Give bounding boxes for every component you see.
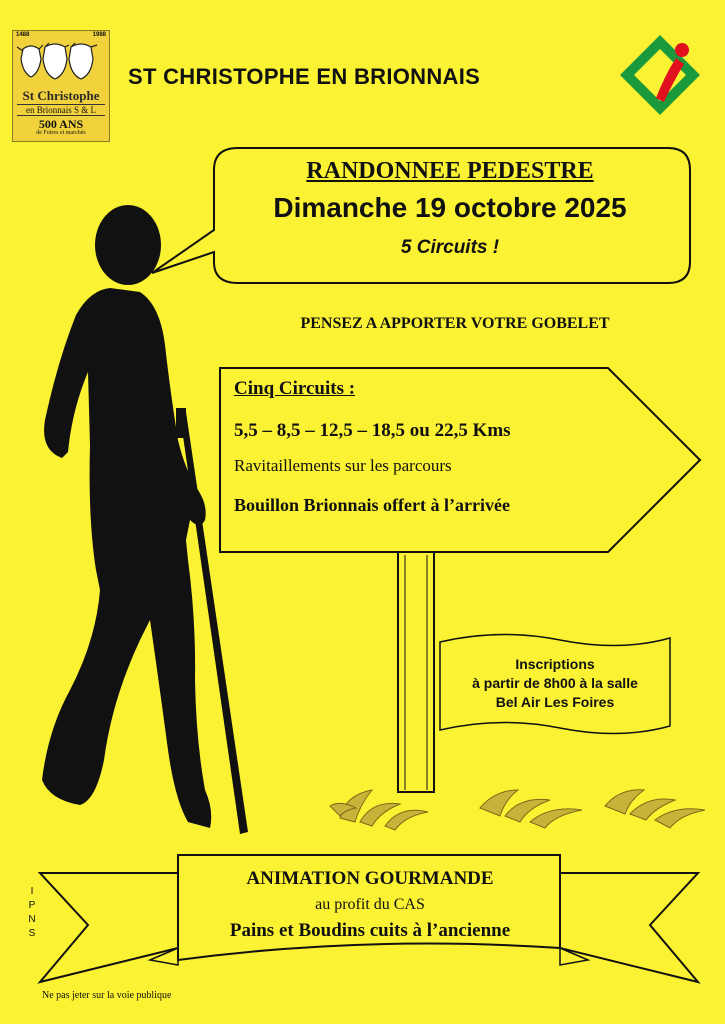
circuit-count: 5 Circuits !	[400, 237, 500, 258]
ribbon-left	[40, 873, 178, 982]
cattle-heads-icon	[13, 37, 111, 93]
page-title: ST CHRISTOPHE EN BRIONNAIS	[128, 64, 481, 89]
banner-title: ANIMATION GOURMANDE	[246, 868, 494, 889]
ribbon-right	[560, 873, 698, 982]
registration-line-1: Inscriptions	[515, 656, 595, 672]
signpost-offer: Bouillon Brionnais offert à l’arrivée	[234, 495, 510, 515]
signpost-supplies: Ravitaillements sur les parcours	[234, 456, 452, 475]
registration-line-2: à partir de 8h00 à la salle	[472, 675, 638, 691]
banner-detail: Pains et Boudins cuits à l’ancienne	[229, 920, 511, 941]
registration-line-3: Bel Air Les Foires	[495, 694, 615, 710]
logo-year-left: 1488	[16, 32, 30, 38]
logo-tagline: de Foires et marchés	[36, 130, 86, 136]
town-anniversary-logo	[12, 30, 110, 142]
event-date: Dimanche 19 octobre 2025	[273, 192, 627, 223]
plants-decoration	[330, 790, 705, 830]
banner-subtitle: au profit du CAS	[315, 896, 425, 913]
disposal-notice: Ne pas jeter sur la voie publique	[42, 990, 172, 1001]
logo-name: St Christophe	[22, 88, 100, 103]
ipns-label: I P N S	[28, 886, 36, 939]
cup-reminder: PENSEZ A APPORTER VOTRE GOBELET	[300, 315, 610, 332]
signpost-pole	[398, 552, 434, 792]
logo-anniversary: 500 ANS	[38, 117, 84, 131]
registration-info	[450, 655, 660, 712]
event-title: RANDONNEE PEDESTRE	[306, 158, 594, 184]
signpost-heading: Cinq Circuits :	[234, 378, 356, 399]
logo-year-right: 1988	[92, 32, 106, 38]
logo-subtitle: en Brionnais S & L	[17, 104, 105, 116]
hiker-silhouette	[42, 205, 211, 828]
tourist-information-i-icon	[620, 35, 700, 115]
signpost-distances: 5,5 – 8,5 – 12,5 – 18,5 ou 22,5 Kms	[234, 420, 511, 441]
